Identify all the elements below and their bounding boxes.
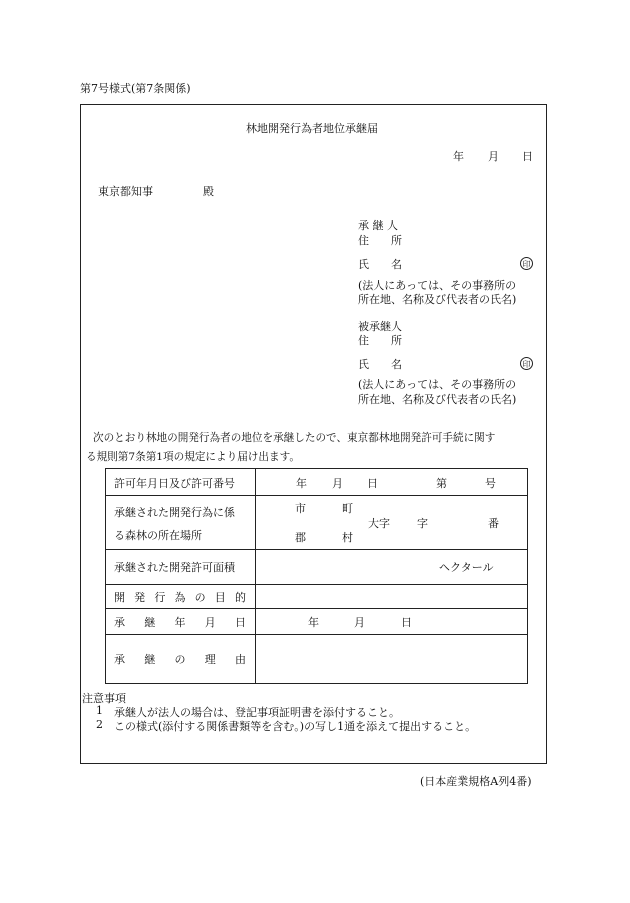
succession-date-label: 承 継 年 月 日 (114, 616, 246, 629)
successor-address-label: 住 所 (358, 234, 402, 247)
addressee-honorific: 殿 (203, 185, 214, 198)
predecessor-seal-mark: 印 (520, 357, 533, 370)
permit-label: 許可年月日及び許可番号 (114, 477, 235, 490)
notes-heading: 注意事項 (82, 692, 126, 705)
location-label-line1: 承継された開発行為に係 (114, 506, 235, 519)
successor-note-line2: 所在地、名称及び代表者の氏名) (358, 293, 517, 306)
successor-name-label: 氏 名 (358, 258, 402, 271)
location-city: 市 (295, 502, 306, 515)
predecessor-note-line1: (法人にあっては、その事務所の (358, 378, 517, 391)
table-row-location (106, 495, 527, 550)
location-town: 町 (342, 502, 353, 515)
location-village: 村 (342, 531, 353, 544)
permit-no-prefix: 第 (436, 477, 447, 490)
succession-month: 月 (354, 616, 365, 629)
predecessor-note-line2: 所在地、名称及び代表者の氏名) (358, 393, 517, 406)
purpose-label: 開 発 行 為 の 目 的 (114, 591, 246, 604)
note-item-2-num: 2 (96, 718, 103, 731)
location-banchi: 番 (488, 517, 499, 530)
permit-year: 年 (296, 477, 307, 490)
location-label-line2: る森林の所在場所 (114, 529, 202, 542)
permit-day: 日 (367, 477, 378, 490)
table-row-area (106, 549, 527, 585)
succession-day: 日 (401, 616, 412, 629)
successor-label: 承 継 人 (358, 219, 398, 232)
reason-label: 承 継 の 理 由 (114, 653, 246, 666)
form-number: 第7号様式(第7条関係) (80, 82, 191, 95)
date-day: 日 (522, 150, 533, 163)
note-item-2-text: この様式(添付する関係書類等を含む。)の写し1通を添えて提出すること。 (114, 720, 477, 733)
predecessor-label: 被承継人 (358, 320, 402, 333)
table-row-purpose (106, 584, 527, 609)
permit-no-suffix: 号 (485, 477, 496, 490)
table-row-permit (106, 469, 527, 496)
date-year: 年 (453, 150, 464, 163)
predecessor-name-label: 氏 名 (358, 358, 402, 371)
body-text-line2: る規則第7条第1項の規定により届け出ます。 (86, 451, 300, 463)
note-item-1-num: 1 (96, 704, 103, 717)
permit-month: 月 (332, 477, 343, 490)
table-row-succession-date (106, 608, 527, 635)
paper-spec-footer: (日本産業規格A列4番) (420, 775, 532, 788)
location-oaza: 大字 (368, 517, 390, 530)
document-title: 林地開発行為者地位承継届 (246, 122, 378, 135)
note-item-1-text: 承継人が法人の場合は、登記事項証明書を添付すること。 (114, 706, 400, 719)
succession-year: 年 (308, 616, 319, 629)
location-county: 郡 (295, 531, 306, 544)
successor-note-line1: (法人にあっては、その事務所の (358, 279, 517, 292)
date-month: 月 (488, 150, 499, 163)
addressee-name: 東京都知事 (98, 185, 153, 198)
successor-seal-mark: 印 (520, 257, 533, 270)
table-row-reason (106, 634, 527, 683)
area-label: 承継された開発許可面積 (114, 561, 235, 574)
location-aza: 字 (417, 517, 428, 530)
predecessor-address-label: 住 所 (358, 334, 402, 347)
area-unit: ヘクタール (439, 561, 494, 574)
body-text-line1: 次のとおり林地の開発行為者の地位を承継したので、東京都林地開発許可手続に関す (93, 432, 496, 444)
info-table (105, 468, 528, 684)
